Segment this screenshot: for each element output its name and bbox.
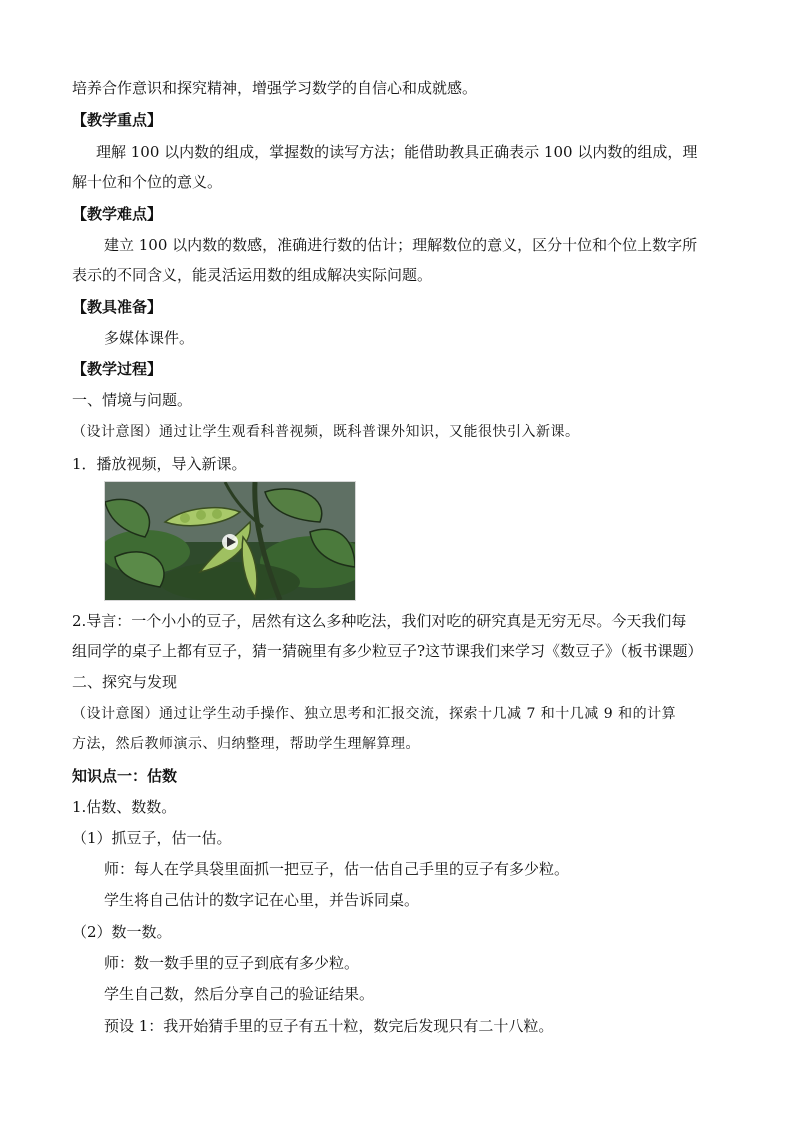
kp1-sub-2: （2）数一数。 bbox=[72, 923, 172, 941]
section-1-title: 一、情境与问题。 bbox=[72, 391, 193, 409]
step-2-line-2: 组同学的桌子上都有豆子，猜一猜碗里有多少粒豆子?这节课我们来学习《数豆子》（板书课题） bbox=[72, 642, 703, 660]
video-player[interactable] bbox=[104, 481, 356, 601]
heading-materials: 【教具准备】 bbox=[72, 298, 163, 316]
kp1-sub-2-preset: 预设 1：我开始猜手里的豆子有五十粒，数完后发现只有二十八粒。 bbox=[104, 1017, 554, 1035]
design-intent-2-line-1: （设计意图）通过让学生动手操作、独立思考和汇报交流，探索十几减 7 和十几减 9 和的计算 bbox=[72, 706, 677, 722]
step-1: 1．播放视频，导入新课。 bbox=[72, 455, 247, 473]
key-points-line-2: 解十位和个位的意义。 bbox=[72, 173, 223, 191]
knowledge-point-1-title: 知识点一：估数 bbox=[72, 767, 178, 785]
section-2-title: 二、探究与发现 bbox=[72, 673, 178, 691]
kp1-item-1: 1.估数、数数。 bbox=[72, 798, 177, 816]
kp1-sub-1-student: 学生将自己估计的数字记在心里，并告诉同桌。 bbox=[104, 891, 420, 909]
kp1-sub-1-teacher: 师：每人在学具袋里面抓一把豆子，估一估自己手里的豆子有多少粒。 bbox=[104, 860, 570, 878]
kp1-sub-2-student: 学生自己数，然后分享自己的验证结果。 bbox=[104, 985, 375, 1003]
difficulties-line-1: 建立 100 以内数的数感，准确进行数的估计；理解数位的意义，区分十位和个位上数字所 bbox=[104, 236, 698, 254]
heading-difficulties: 【教学难点】 bbox=[72, 205, 163, 223]
key-points-line-1: 理解 100 以内数的组成，掌握数的读写方法；能借助教具正确表示 100 以内数的组成，理 bbox=[96, 143, 698, 161]
step-2-line-1: 2.导言：一个小小的豆子，居然有这么多种吃法，我们对吃的研究真是无穷无尽。今天我们每 bbox=[72, 612, 687, 630]
difficulties-line-2: 表示的不同含义，能灵活运用数的组成解决实际问题。 bbox=[72, 266, 433, 284]
materials-line: 多媒体课件。 bbox=[104, 329, 195, 347]
design-intent-1: （设计意图）通过让学生观看科普视频，既科普课外知识，又能很快引入新课。 bbox=[72, 424, 580, 440]
paragraph-goal-end: 培养合作意识和探究精神，增强学习数学的自信心和成就感。 bbox=[72, 79, 478, 97]
video-thumbnail bbox=[105, 482, 355, 600]
kp1-sub-2-teacher: 师：数一数手里的豆子到底有多少粒。 bbox=[104, 954, 360, 972]
heading-key-points: 【教学重点】 bbox=[72, 111, 163, 129]
kp1-sub-1: （1）抓豆子，估一估。 bbox=[72, 829, 232, 847]
design-intent-2-line-2: 方法，然后教师演示、归纳整理，帮助学生理解算理。 bbox=[72, 736, 420, 752]
heading-process: 【教学过程】 bbox=[72, 360, 163, 378]
